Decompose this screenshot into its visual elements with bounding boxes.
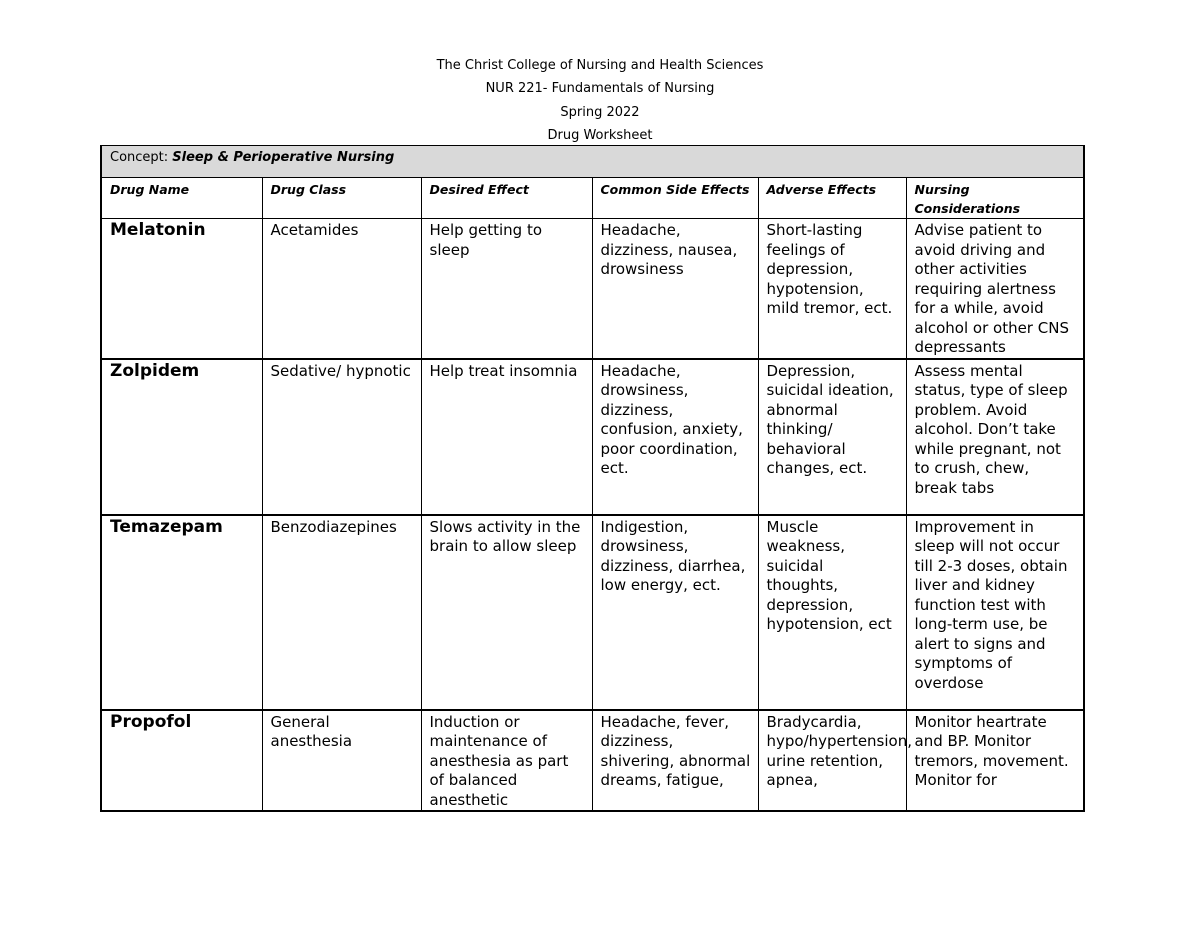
desired-effect-cell: Slows activity in the brain to allow sleep: [421, 515, 592, 710]
drug-class-cell: Benzodiazepines: [262, 515, 421, 710]
adverse-effects-cell: Muscle weakness, suicidal thoughts, depression, hypotension, ect: [758, 515, 906, 710]
column-header-desired-effect: Desired Effect: [421, 178, 592, 219]
document-title: Drug Worksheet: [547, 128, 653, 143]
column-header-nursing-considerations: Nursing Considerations: [906, 178, 1084, 219]
desired-effect-cell: Help treat insomnia: [421, 359, 592, 515]
nursing-considerations-cell: Monitor heartrate and BP. Monitor tremors, movement. Monitor for: [906, 710, 1084, 812]
drug-name-cell: Melatonin: [101, 219, 262, 359]
column-header-drug-name: Drug Name: [101, 178, 262, 219]
side-effects-cell: Headache, fever, dizziness, shivering, abnormal dreams, fatigue,: [592, 710, 758, 812]
concept-value: Sleep & Perioperative Nursing: [172, 150, 395, 165]
side-effects-cell: Indigestion, drowsiness, dizziness, diarrhea, low energy, ect.: [592, 515, 758, 710]
term: Spring 2022: [560, 105, 640, 120]
desired-effect-cell: Induction or maintenance of anesthesia as part of balanced anesthetic: [421, 710, 592, 812]
drug-class-cell: Sedative/ hypnotic: [262, 359, 421, 515]
column-header-common-side-effects: Common Side Effects: [592, 178, 758, 219]
table-row: [101, 359, 1084, 515]
table-row: [101, 515, 1084, 710]
side-effects-cell: Headache, drowsiness, dizziness, confusion, anxiety, poor coordination, ect.: [592, 359, 758, 515]
course-title: NUR 221- Fundamentals of Nursing: [485, 81, 715, 96]
drug-name-cell: Zolpidem: [101, 359, 262, 515]
desired-effect-cell: Help getting to sleep: [421, 219, 592, 359]
nursing-considerations-cell: Assess mental status, type of sleep problem. Avoid alcohol. Don’t take while pregnant, not to crush, chew, break tabs: [906, 359, 1084, 515]
adverse-effects-cell: Depression, suicidal ideation, abnormal thinking/ behavioral changes, ect.: [758, 359, 906, 515]
concept-row: [101, 146, 1084, 178]
column-header-adverse-effects: Adverse Effects: [758, 178, 906, 219]
drug-class-cell: General anesthesia: [262, 710, 421, 812]
column-header-drug-class: Drug Class: [262, 178, 421, 219]
nursing-considerations-cell: Advise patient to avoid driving and other activities requiring alertness for a while, avoid alcohol or other CNS depressants: [906, 219, 1084, 359]
concept-cell: [101, 146, 1084, 178]
drug-class-cell: Acetamides: [262, 219, 421, 359]
table-row: [101, 710, 1084, 812]
drug-worksheet-table: [100, 145, 1085, 812]
institution-name: The Christ College of Nursing and Health Sciences: [436, 58, 764, 73]
adverse-effects-cell: Short-lasting feelings of depression, hypotension, mild tremor, ect.: [758, 219, 906, 359]
table-row: [101, 219, 1084, 359]
drug-name-cell: Temazepam: [101, 515, 262, 710]
column-header-row: [101, 178, 1084, 219]
adverse-effects-cell: Bradycardia, hypo/hypertension, urine retention, apnea,: [758, 710, 906, 812]
side-effects-cell: Headache, dizziness, nausea, drowsiness: [592, 219, 758, 359]
nursing-considerations-cell: Improvement in sleep will not occur till 2-3 doses, obtain liver and kidney function test with long-term use, be alert to signs and symptoms of overdose: [906, 515, 1084, 710]
concept-label: Concept:: [110, 150, 173, 165]
drug-name-cell: Propofol: [101, 710, 262, 812]
